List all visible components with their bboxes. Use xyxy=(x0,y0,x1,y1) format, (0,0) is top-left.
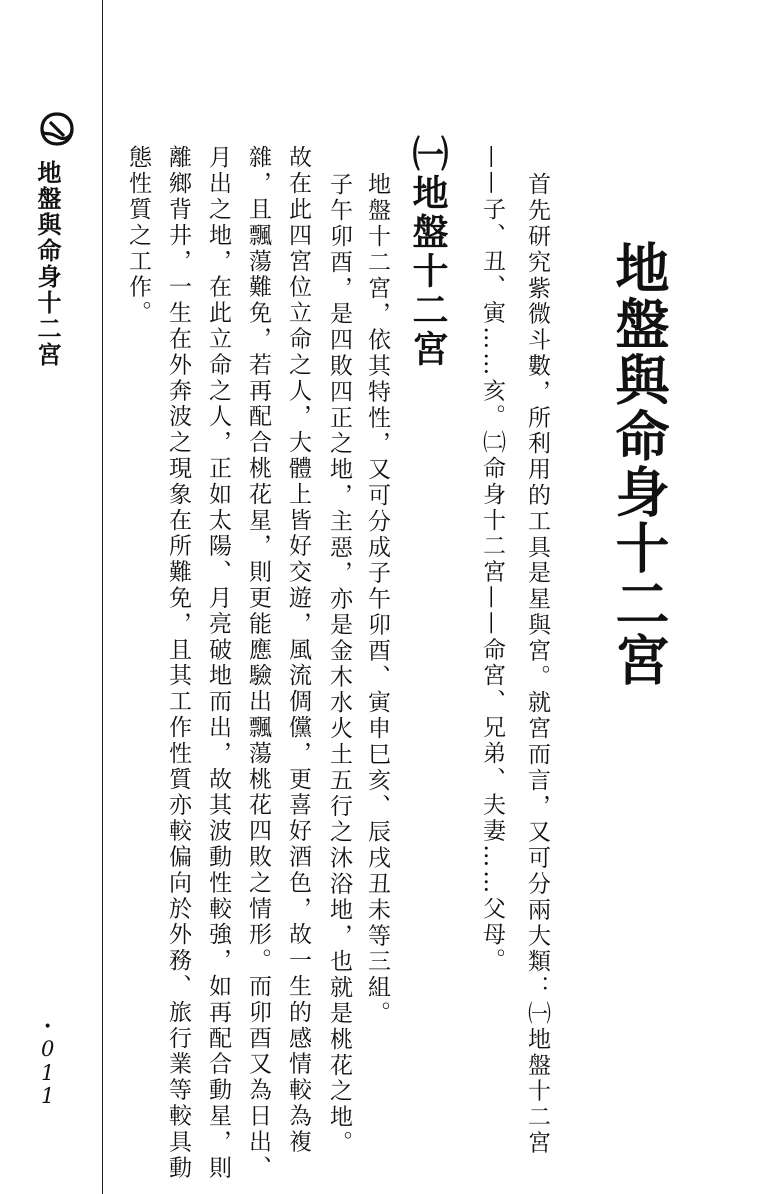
page-number-digit-3: 1 xyxy=(41,1084,55,1109)
intro-line-1: 首先研究紫微斗數，所利用的工具是星與宮。就宮而言，又可分兩大類：㈠地盤十二宮 xyxy=(524,172,550,1157)
body-line-6: 離鄉背井，一生在外奔波之現象在所難免，且其工作性質亦較偏向於外務、旅行業等較具動 xyxy=(165,145,191,1181)
body-line-4: 雜，且飄蕩難免，若再配合桃花星，則更能應驗出飄蕩桃花四敗之情形。而卯酉又為日出、 xyxy=(245,145,271,1181)
intro-line-2: ——子、丑、寅……亥。㈡命身十二宮——命宮、兄弟、夫妻……父母。 xyxy=(479,145,505,974)
body-line-2: 子午卯酉，是四敗四正之地，主惡，亦是金木水火土五行之沐浴地，也就是桃花之地。 xyxy=(326,172,352,1157)
running-head: 地盤與命身十二宮 xyxy=(33,160,62,368)
body-line-1: 地盤十二宮，依其特性，又可分成子午卯酉、寅申巳亥、辰戌丑未等三組。 xyxy=(364,172,390,1027)
body-line-3: 故在此四宮位立命之人，大體上皆好交遊，風流倜儻，更喜好酒色，故一生的感情較為複 xyxy=(285,145,311,1156)
page-title: 地盤與命身十二宮 xyxy=(607,240,671,688)
page-number xyxy=(41,1020,54,1109)
body-line-7: 態性質之工作。 xyxy=(125,145,151,327)
interlocking-knot-icon xyxy=(36,108,78,150)
page-number-digit-2: 1 xyxy=(41,1060,55,1085)
section-heading: ㈠地盤十二宮 xyxy=(407,135,449,369)
page-number-bullet: • xyxy=(43,1019,52,1035)
body-line-5: 月出之地，在此立命之人，正如太陽、月亮破地而出，故其波動性較強，如再配合動星，則 xyxy=(205,145,231,1181)
page-number-digit-1: 0 xyxy=(41,1037,55,1061)
